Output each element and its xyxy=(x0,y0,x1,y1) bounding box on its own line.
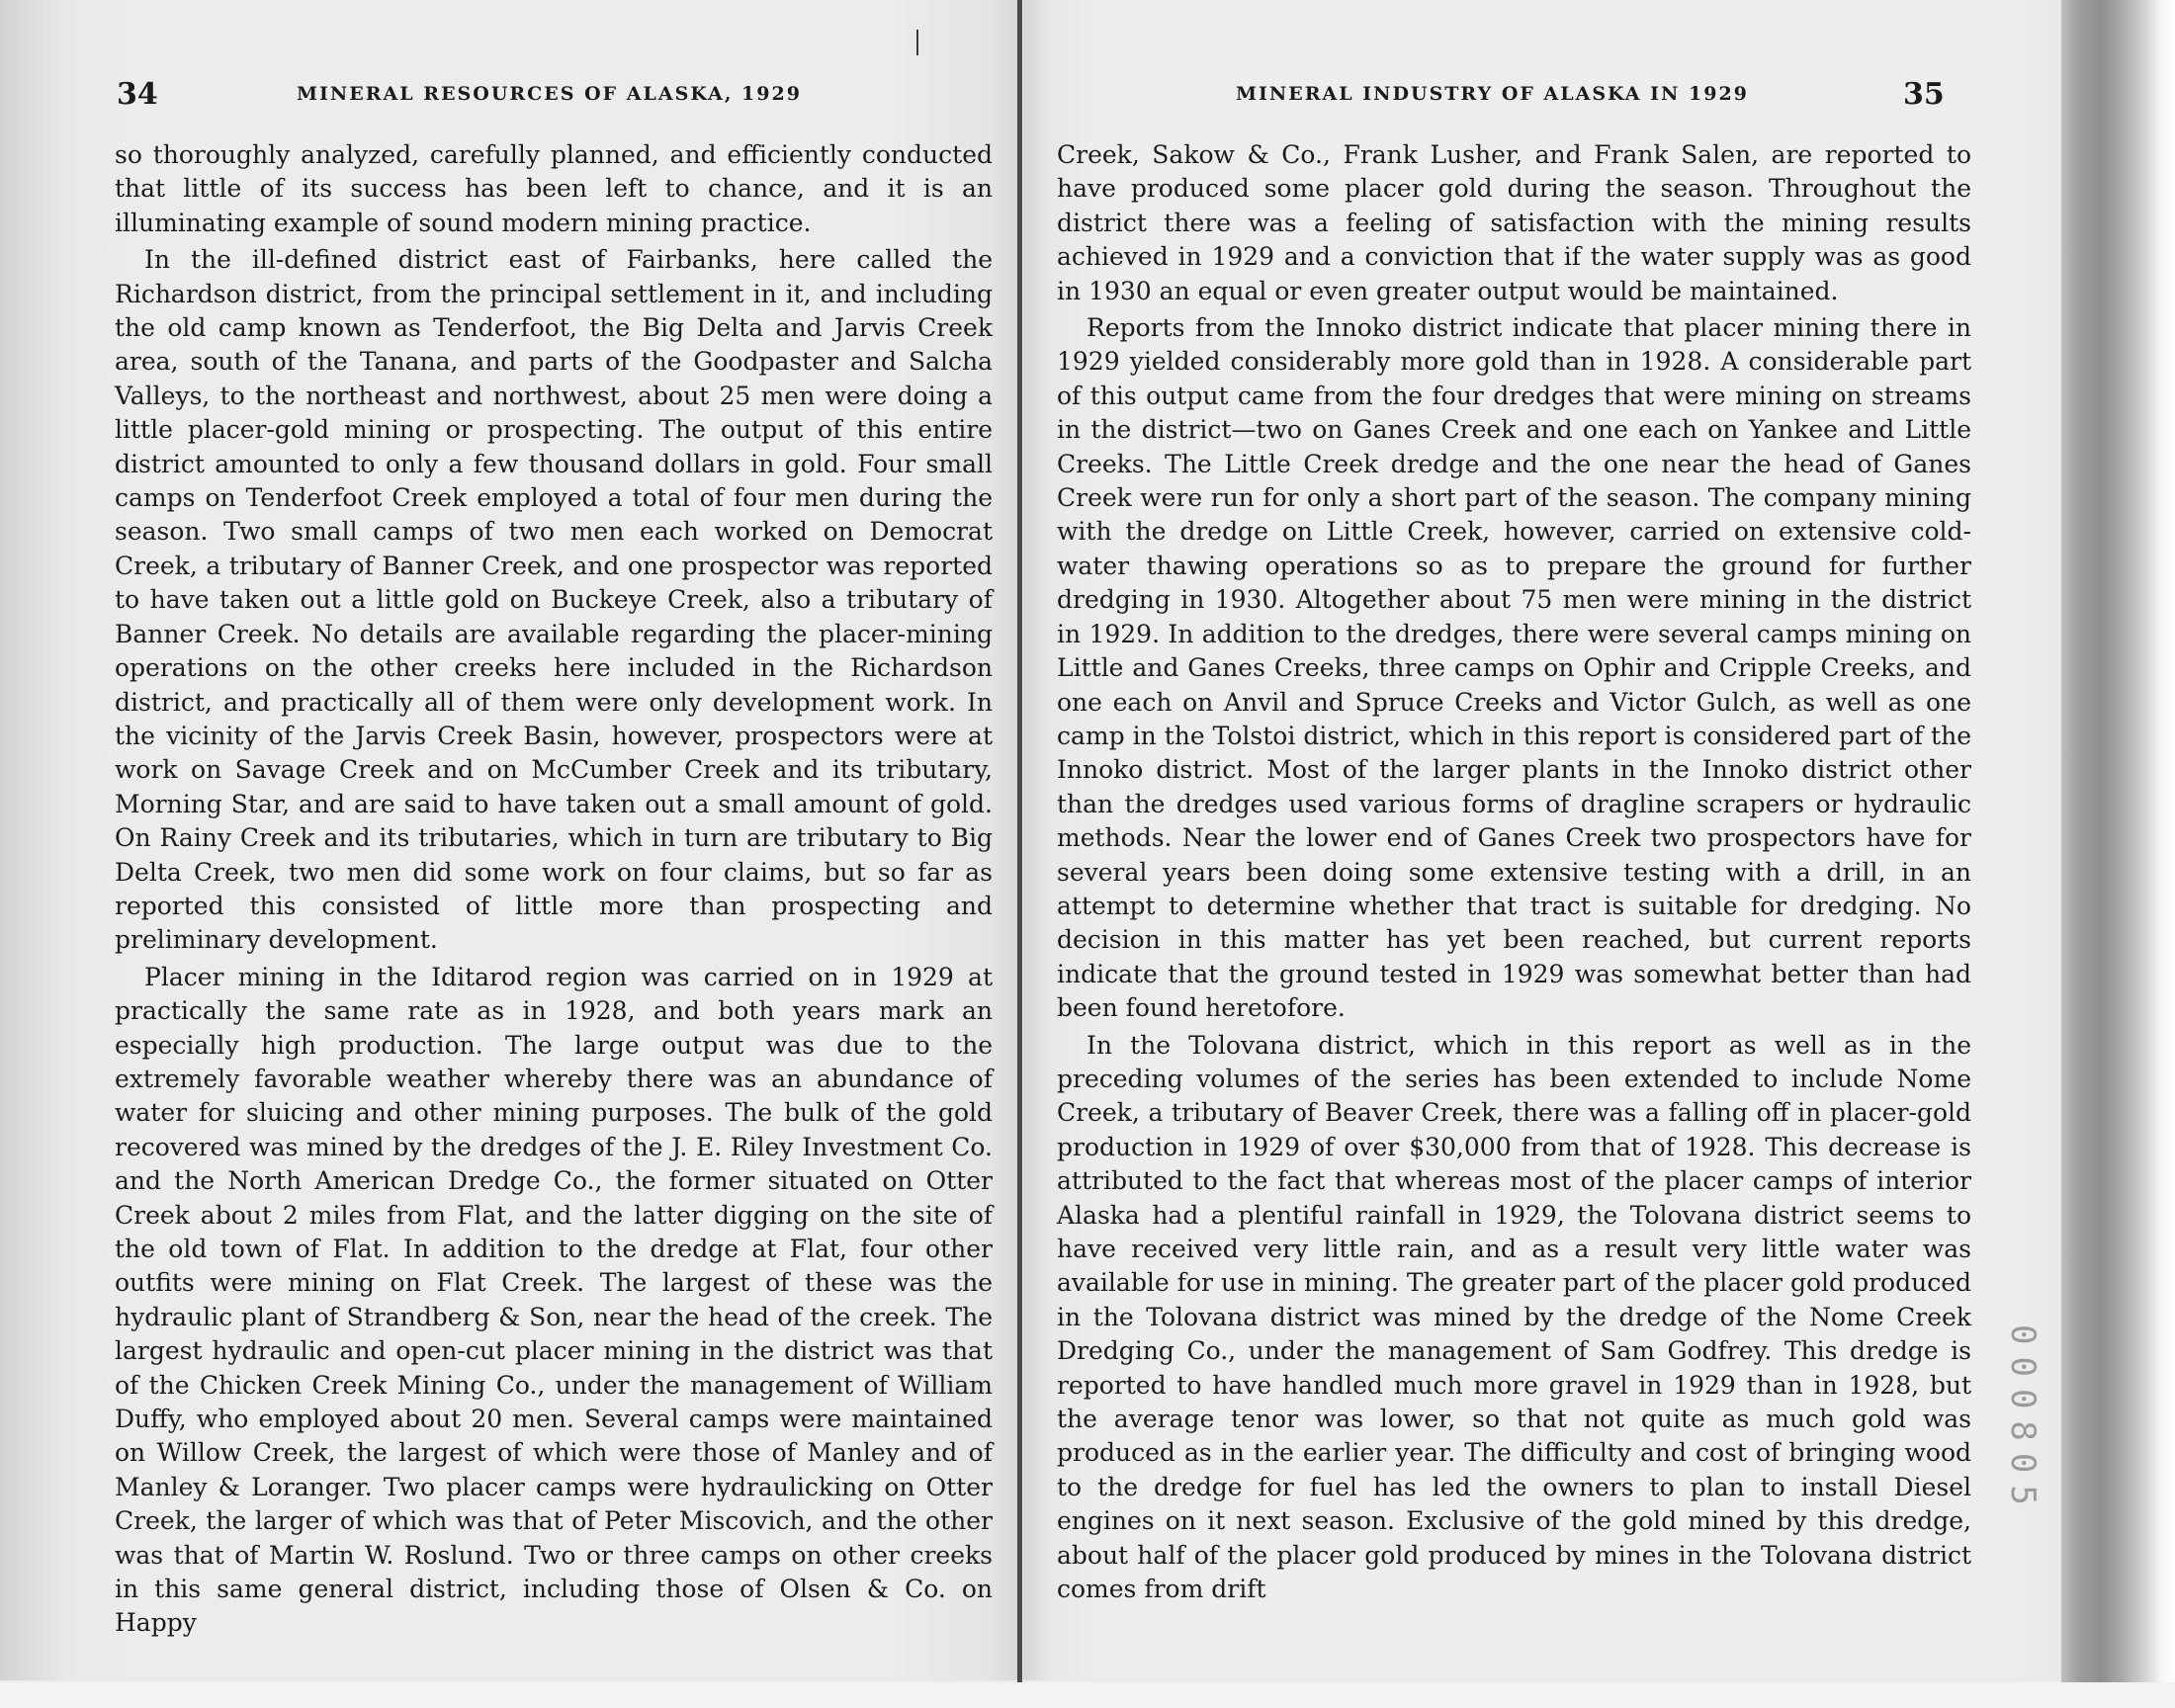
left-paragraph-1: so thoroughly analyzed, carefully planned, and efficiently conducted that little of its success has been left to chance, and it is an illuminating example of sound modern mining practice. xyxy=(115,140,993,237)
right-body-text xyxy=(1057,138,1971,1609)
right-page xyxy=(1023,0,2086,1680)
left-paragraph-3: Placer mining in the Iditarod region was carried on in 1929 at practically the same rate as in 1928, and both years mark an especially high production. The large output was due to the extremely favorable weather whereby there was an abundance of water for sluicing and other mining purposes. The bulk of the gold recovered was mined by the dredges of the J. E. Riley Investment Co. and the North American Dredge Co., the former situated on Otter Creek about 2 miles from Flat, and the latter digging on the site of the old town of Flat. In addition to the dredge at Flat, four other outfits were mining on Flat Creek. The largest of these was the hydraulic plant of Strandberg & Son, near the head of the creek. The largest hydraulic and open-cut placer mining in the district was that of the Chicken Creek Mining Co., under the management of William Duffy, who employed about 20 men. Several camps were maintained on Willow Creek, the largest of which were those of Manley and of Manley & Loranger. Two placer camps were hydraulicking on Otter Creek, the larger of which was that of Peter Miscovich, and the other was that of Martin W. Roslund. Two or three camps on other creeks in this same general district, including those of Olsen & Co. on Happy xyxy=(115,962,993,1638)
left-running-head: MINERAL RESOURCES OF ALASKA, 1929 xyxy=(297,83,802,105)
scan-mark xyxy=(916,30,918,55)
right-paragraph-3: In the Tolovana district, which in this report as well as in the preceding volumes of the series has been extended to include Nome Creek, a tributary of Beaver Creek, there was a falling off in placer-gold production in 1929 of over $30,000 from that of 1928. This decrease is attributed to the fact that whereas most of the placer camps of interior Alaska had a plentiful rainfall in 1929, the Tolovana district seems to have received very little rain, and as a result very little water was available for use in mining. The greater part of the placer gold produced in the Tolovana district was mined by the dredge of the Nome Creek Dredging Co., under the management of Sam Godfrey. This dredge is reported to have handled much more gravel in 1929 than in 1928, but the average tenor was lower, so that not quite as much gold was produced as in the earlier year. The difficulty and cost of bringing wood to the dredge for fuel has led the owners to plan to install Diesel engines on it next season. Exclusive of the gold mined by this dredge, about half of the placer gold produced by mines in the Tolovana district comes from drift xyxy=(1057,1030,1971,1604)
left-body-text xyxy=(115,138,993,1644)
right-paragraph-1: Creek, Sakow & Co., Frank Lusher, and Frank Salen, are reported to have produced some placer gold during the season. Throughout the district there was a feeling of satisfaction with the mining results achieved in 1929 and a conviction that if the water supply was as good in 1930 an equal or even greater output would be maintained. xyxy=(1057,140,1971,305)
page-gutter xyxy=(1017,0,1022,1685)
scanner-edge-band xyxy=(2061,0,2175,1708)
right-paragraph-2: Reports from the Innoko district indicate that placer mining there in 1929 yielded considerably more gold than in 1928. A considerable part of this output came from the four dredges that were mining on streams in the district—two on Ganes Creek and one each on Yankee and Little Creeks. The Little Creek dredge and the one near the head of Ganes Creek were run for only a short part of the season. The company mining with the dredge on Little Creek, however, carried on extensive cold-water thawing operations so as to prepare the ground for further dredging in 1930. Altogether about 75 men were mining in the district in 1929. In addition to the dredges, there were several camps mining on Little and Ganes Creeks, three camps on Ophir and Cripple Creeks, and one each on Anvil and Spruce Creeks and Victor Gulch, as well as one camp in the Tolstoi district, which in this report is considered part of the Innoko district. Most of the larger plants in the Innoko district other than the dredges used various forms of dragline scrapers or hydraulic methods. Near the lower end of Ganes Creek two prospectors have for several years been doing some extensive testing with a drill, in an attempt to determine whether that tract is suitable for dredging. No decision in this matter has yet been reached, but current reports indicate that the ground tested in 1929 was somewhat better than had been found heretofore. xyxy=(1057,313,1971,1023)
left-paragraph-2: In the ill-defined district east of Fairbanks, here called the Richardson district, from the principal settlement in it, and including the old camp known as Tenderfoot, the Big Delta and Jarvis Creek area, south of the Tanana, and parts of the Goodpaster and Salcha Valleys, to the northeast and northwest, about 25 men were doing a little placer-gold mining or prospecting. The output of this entire district amounted to only a few thousand dollars in gold. Four small camps on Tenderfoot Creek employed a total of four men during the season. Two small camps of two men each worked on Democrat Creek, a tributary of Banner Creek, and one prospector was reported to have taken out a little gold on Buckeye Creek, also a tributary of Banner Creek. No details are available regarding the placer-mining operations on the other creeks here included in the Richardson district, and practically all of them were only development work. In the vicinity of the Jarvis Creek Basin, however, prospectors were at work on Savage Creek and on McCumber Creek and its tributary, Morning Star, and are said to have taken out a small amount of gold. On Rainy Creek and its tributaries, which in turn are tributary to Big Delta Creek, two men did some work on four claims, but so far as reported this consisted of little more than prospecting and preliminary development. xyxy=(115,245,993,955)
left-page-number: 34 xyxy=(117,77,158,112)
scan-bottom-margin xyxy=(0,1682,2175,1708)
right-running-head: MINERAL INDUSTRY OF ALASKA IN 1929 xyxy=(1236,83,1749,105)
right-page-number: 35 xyxy=(1903,77,1945,112)
scan-stamp-number: 000805 xyxy=(2003,1324,2043,1517)
left-page xyxy=(0,0,1018,1680)
